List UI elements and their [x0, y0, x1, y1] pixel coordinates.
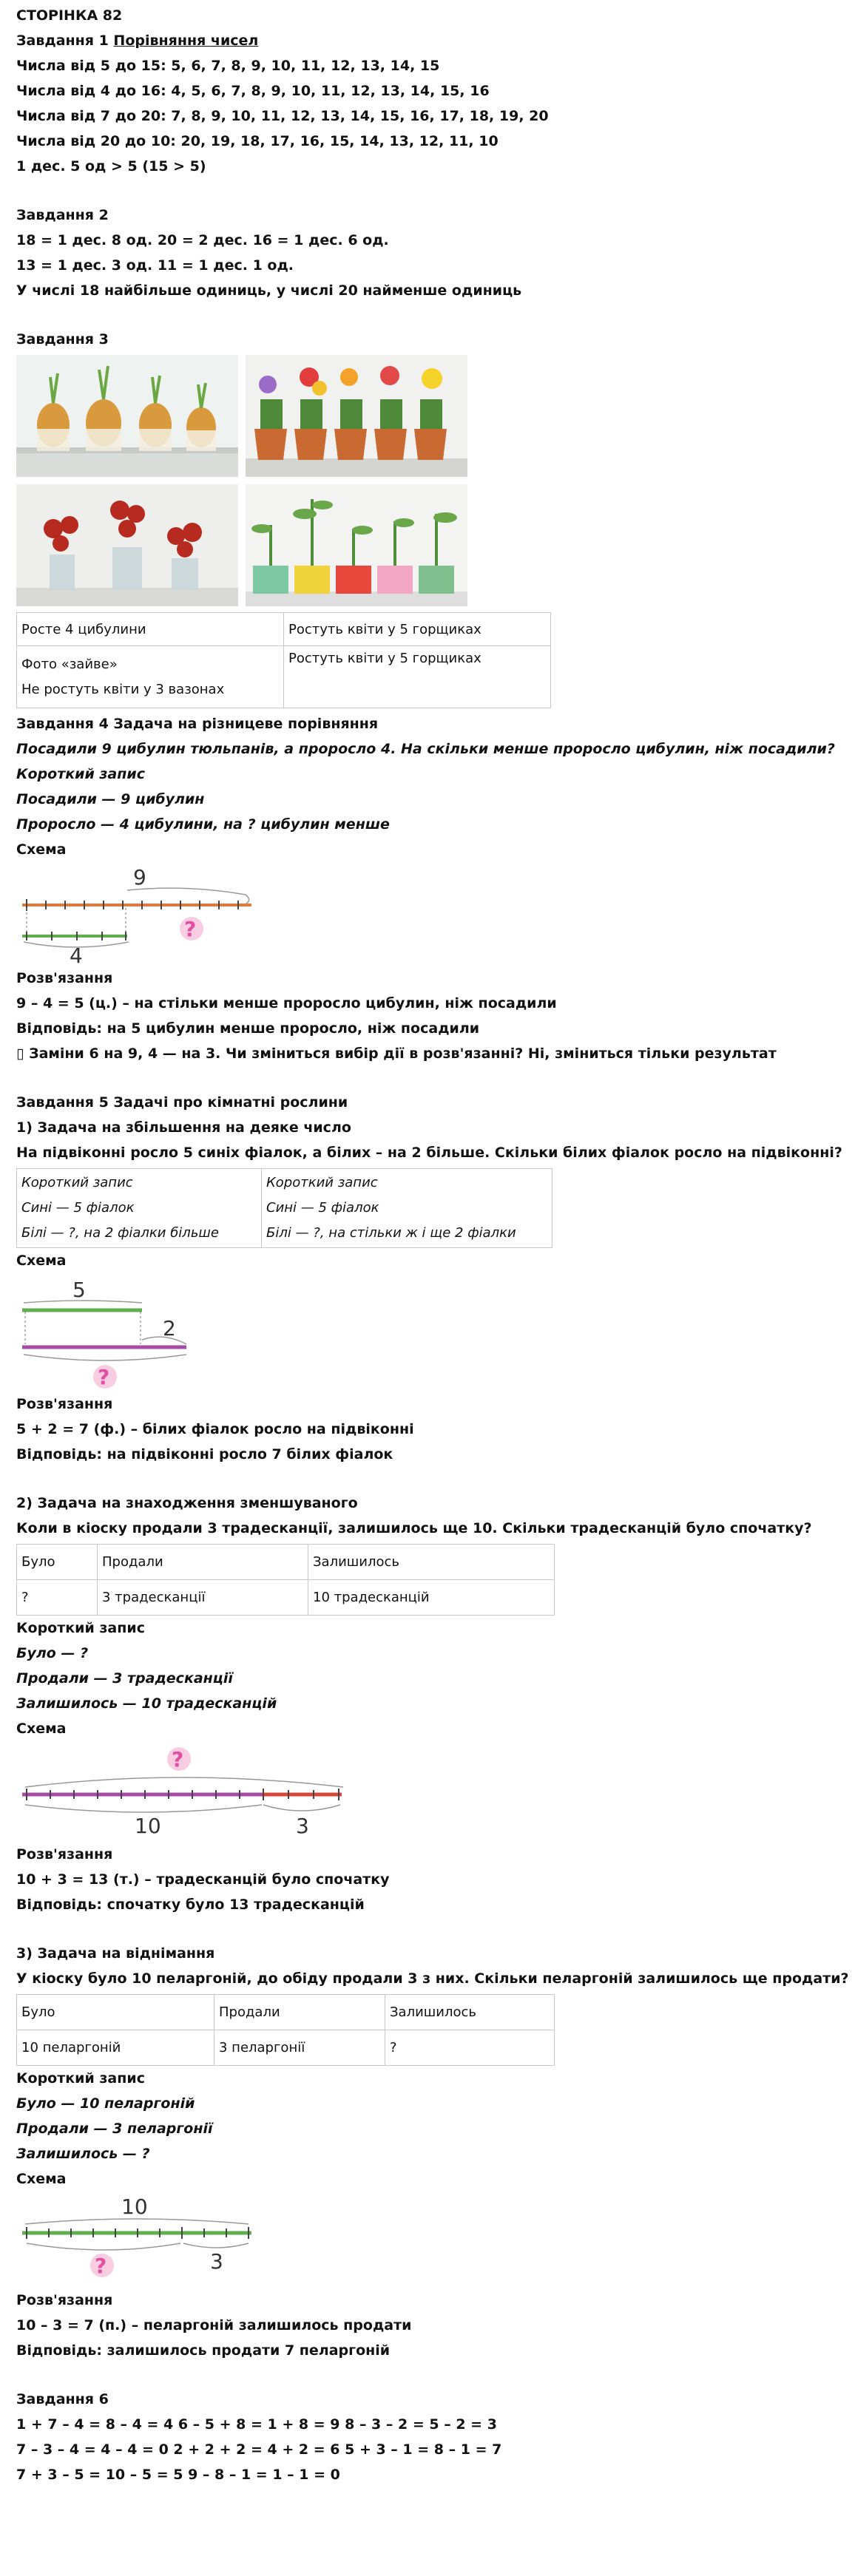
photo-grid — [16, 355, 837, 606]
task5-p2-label: 2) Задача на знаходження зменшуваного — [16, 1495, 358, 1511]
p3-table-cell: ? — [385, 2030, 555, 2066]
task5-p3-scheme — [16, 2192, 837, 2288]
p1-short-left — [17, 1169, 262, 1248]
task6-heading: Завдання 6 — [16, 2391, 109, 2407]
task5-p2-table — [16, 1544, 555, 1616]
p1-short-right — [262, 1169, 552, 1248]
task4-short-line: Проросло — 4 цибулини, на ? цибулин менше — [16, 816, 390, 833]
task4-solution: 9 – 4 = 5 (ц.) – на стільки менше проросло цибулин, ніж посадили — [16, 995, 557, 1011]
task5-p3-solution-label: Розв'язання — [16, 2292, 113, 2308]
p1-scheme-question: ? — [98, 1365, 110, 1389]
task3-table — [16, 612, 551, 708]
task5-p3-scheme-label: Схема — [16, 2171, 67, 2187]
task5-p2-problem: Коли в кіоску продали 3 традесканції, залишилось ще 10. Скільки традесканцій було спочатку? — [16, 1520, 812, 1536]
task4-short-line: Посадили — 9 цибулин — [16, 791, 205, 807]
task5-p2-solution-label: Розв'язання — [16, 1846, 113, 1862]
p3-scheme-question: ? — [95, 2254, 107, 2278]
task6-line: 1 + 7 – 4 = 8 – 4 = 4 6 – 5 + 8 = 1 + 8 = 9 8 – 3 – 2 = 5 – 2 = 3 — [16, 2416, 497, 2433]
task5-p3-short-label: Короткий запис — [16, 2070, 145, 2087]
p2-scheme-right: 3 — [296, 1814, 309, 1838]
task5-p1-solution: 5 + 2 = 7 (ф.) – білих фіалок росло на підвіконні — [16, 1421, 414, 1437]
p1-scheme-right: 2 — [163, 1316, 176, 1340]
task4-solution-label: Розв'язання — [16, 970, 113, 986]
p2-table-header: Продали — [98, 1545, 308, 1580]
task5-p2-short-label: Короткий запис — [16, 1620, 145, 1636]
task1-line: Числа від 5 до 15: 5, 6, 7, 8, 9, 10, 11, 12, 13, 14, 15 — [16, 58, 440, 74]
task5-p3-answer: Відповідь: залишилось продати 7 пеларгоній — [16, 2342, 391, 2359]
task4-heading: Завдання 4 Задача на різницеве порівняння — [16, 716, 379, 732]
task2-line: 13 = 1 дес. 3 од. 11 = 1 дес. 1 од. — [16, 257, 294, 274]
scheme-question: ? — [184, 917, 197, 941]
task2-line: У числі 18 найбільше одиниць, у числі 20 найменше одиниць — [16, 282, 522, 299]
p2-scheme-question: ? — [172, 1747, 184, 1772]
p3-scheme-top: 10 — [121, 2194, 148, 2219]
p1-scheme-top: 5 — [72, 1278, 86, 1302]
task5-p2-scheme — [16, 1741, 837, 1842]
task5-p3-problem: У кіоску було 10 пеларгоній, до обіду продали 3 з них. Скільки пеларгоній залишилось ще продати? — [16, 1970, 849, 1987]
task1-line: Числа від 20 до 10: 20, 19, 18, 17, 16, 15, 14, 13, 12, 11, 10 — [16, 133, 499, 149]
p1-left-line: Сині — 5 фіалок — [21, 1200, 135, 1216]
p3-table-cell: 3 пеларгонії — [214, 2030, 385, 2066]
vases-photo — [16, 484, 238, 606]
task1-label: Завдання 1 — [16, 33, 114, 49]
p1-right-line: Сині — 5 фіалок — [266, 1200, 379, 1216]
task5-heading: Завдання 5 Задачі про кімнатні рослини — [16, 1094, 348, 1111]
task5-p3-table — [16, 1994, 555, 2066]
task1-line: Числа від 4 до 16: 4, 5, 6, 7, 8, 9, 10, 11, 12, 13, 14, 15, 16 — [16, 83, 490, 99]
p2-table-header: Було — [17, 1545, 98, 1580]
p3-table-header: Було — [17, 1995, 214, 2030]
seedlings-photo — [246, 484, 467, 606]
pots-photo — [246, 355, 467, 477]
task5-p3-label: 3) Задача на віднімання — [16, 1945, 215, 1962]
worksheet-page — [16, 3, 849, 2487]
p2-table-cell: 3 традесканції — [98, 1580, 308, 1616]
task3-cell: Росте 4 цибулини — [17, 613, 284, 646]
scheme-label-top: 9 — [133, 865, 146, 889]
task4-scheme — [16, 862, 837, 966]
task5-p2-short-line: Залишилось — 10 традесканцій — [16, 1695, 277, 1712]
task5-p2-solution: 10 + 3 = 13 (т.) – традесканцій було спочатку — [16, 1871, 390, 1888]
task6-line: 7 + 3 – 5 = 10 – 5 = 5 9 – 8 – 1 = 1 – 1 = 0 — [16, 2467, 340, 2483]
task5-p1-scheme-label: Схема — [16, 1253, 67, 1269]
p1-left-line: Короткий запис — [21, 1175, 133, 1190]
task5-p1-problem: На підвіконні росло 5 синіх фіалок, а білих – на 2 більше. Скільки білих фіалок росло на підвіконні? — [16, 1145, 842, 1161]
task4-scheme-label: Схема — [16, 841, 67, 858]
task2-heading: Завдання 2 — [16, 207, 109, 223]
task1-topic: Порівняння чисел — [113, 33, 259, 49]
task5-p3-solution: 10 – 3 = 7 (п.) – пеларгоній залишилось продати — [16, 2317, 412, 2333]
task5-p3-short-line: Було — 10 пеларгоній — [16, 2095, 195, 2112]
p2-scheme-left: 10 — [135, 1814, 161, 1838]
task5-p1-answer: Відповідь: на підвіконні росло 7 білих фіалок — [16, 1446, 393, 1462]
task5-p1-table — [16, 1168, 552, 1248]
p1-left-line: Білі — ?, на 2 фіалки більше — [21, 1225, 219, 1241]
p3-scheme-right: 3 — [210, 2249, 223, 2274]
p1-right-line: Білі — ?, на стільки ж і ще 2 фіалки — [266, 1225, 516, 1241]
task4-short-label: Короткий запис — [16, 766, 145, 782]
onion-photo — [16, 355, 238, 477]
task2-line: 18 = 1 дес. 8 од. 20 = 2 дес. 16 = 1 дес. 6 од. — [16, 232, 389, 248]
task5-p2-short-line: Було — ? — [16, 1645, 89, 1661]
task1-line: Числа від 7 до 20: 7, 8, 9, 10, 11, 12, 13, 14, 15, 16, 17, 18, 19, 20 — [16, 108, 549, 124]
p1-right-line: Короткий запис — [266, 1175, 378, 1190]
task5-p2-answer: Відповідь: спочатку було 13 традесканцій — [16, 1897, 365, 1913]
task5-p1-scheme — [16, 1273, 837, 1392]
p2-table-cell: 10 традесканцій — [308, 1580, 555, 1616]
task5-p3-short-line: Продали — 3 пеларгонії — [16, 2121, 213, 2137]
task5-p1-solution-label: Розв'язання — [16, 1396, 113, 1412]
task3-cell-line: Фото «зайве» — [21, 656, 118, 672]
task4-answer: Відповідь: на 5 цибулин менше проросло, ніж посадили — [16, 1020, 480, 1037]
task1-heading — [16, 28, 837, 53]
task3-cell — [17, 646, 284, 708]
task3-cell-line: Ростуть квіти у 5 горщиках — [288, 651, 481, 666]
task3-cell-line: Не ростуть квіти у 3 вазонах — [21, 681, 225, 697]
task4-problem: Посадили 9 цибулин тюльпанів, а проросло 4. На скільки менше проросло цибулин, ніж посадили? — [16, 741, 835, 757]
p2-table-cell: ? — [17, 1580, 98, 1616]
p3-table-header: Продали — [214, 1995, 385, 2030]
task5-p2-short-line: Продали — 3 традесканції — [16, 1670, 233, 1687]
p2-table-header: Залишилось — [308, 1545, 555, 1580]
scheme-label-bottom: 4 — [70, 943, 83, 966]
task6-line: 7 – 3 – 4 = 4 – 4 = 0 2 + 2 + 2 = 4 + 2 = 6 5 + 3 – 1 = 8 – 1 = 7 — [16, 2441, 502, 2458]
task5-p1-label: 1) Задача на збільшення на деяке число — [16, 1119, 351, 1136]
task4-note: ▯ Заміни 6 на 9, 4 — на 3. Чи зміниться вибір дії в розв'язанні? Ні, зміниться тільки результат — [16, 1045, 777, 1062]
task3-heading: Завдання 3 — [16, 331, 109, 348]
task5-p3-short-line: Залишилось — ? — [16, 2146, 150, 2162]
p3-table-cell: 10 пеларгоній — [17, 2030, 214, 2066]
task3-cell: Ростуть квіти у 5 горщиках — [284, 613, 551, 646]
page-title: СТОРІНКА 82 — [16, 7, 123, 24]
task3-cell — [284, 646, 551, 708]
task5-p2-scheme-label: Схема — [16, 1721, 67, 1737]
p3-table-header: Залишилось — [385, 1995, 555, 2030]
task1-line: 1 дес. 5 од > 5 (15 > 5) — [16, 158, 206, 174]
